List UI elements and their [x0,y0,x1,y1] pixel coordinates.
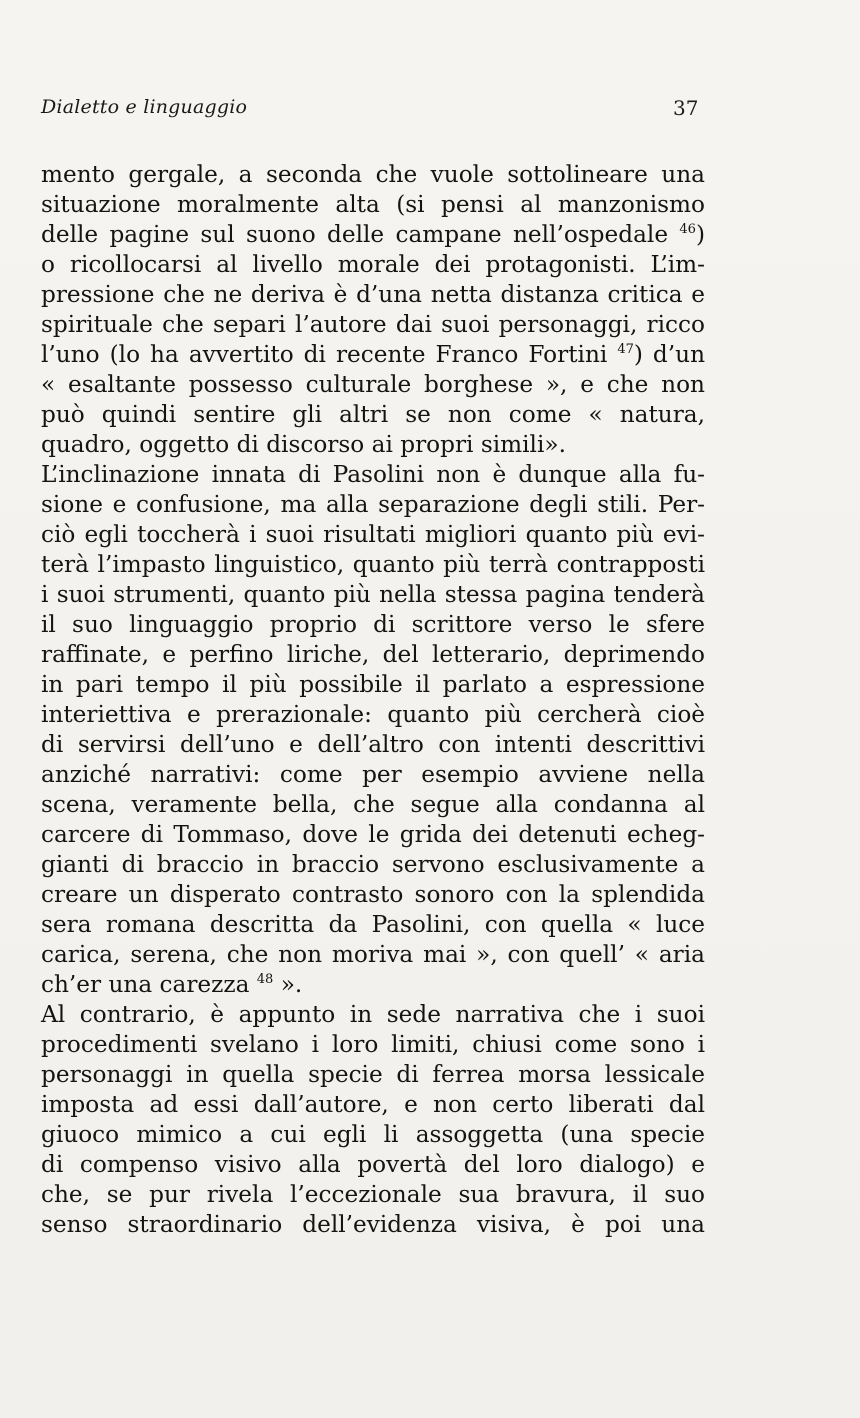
text-line: « esaltante possesso culturale borghese », e che non [41,371,705,398]
page-number: 37 [673,96,699,120]
text-line [41,220,705,250]
text-line: che, se pur rivela l’eccezionale sua bravura, il suo [41,1181,705,1208]
text-segment: l’uno (lo ha avvertito di recente Franco Fortini [41,341,618,368]
text-line: anziché narrativi: come per esempio avviene nella [41,761,705,788]
text-line: scena, veramente bella, che segue alla condanna al [41,791,705,818]
text-line: di compenso visivo alla povertà del loro dialogo) e [41,1151,705,1178]
text-line: raffinate, e perfino liriche, del letterario, deprimendo [41,641,705,668]
footnote-ref: 48 [256,972,274,987]
text-line: i suoi strumenti, quanto più nella stessa pagina tenderà [41,581,705,608]
text-segment: ) d’un [633,341,705,368]
text-line: personaggi in quella specie di ferrea morsa lessicale [41,1061,705,1088]
text-line: quadro, oggetto di discorso ai propri simili». [41,431,566,458]
text-segment: ch’er una carezza [41,971,257,998]
text-line: imposta ad essi dall’autore, e non certo liberati dal [41,1091,705,1118]
text-line: in pari tempo il più possibile il parlato a espressione [41,671,705,698]
text-line [41,340,705,370]
text-line: gianti di braccio in braccio servono esclusivamente a [41,851,705,878]
text-line: Al contrario, è appunto in sede narrativa che i suoi [41,1001,705,1028]
text-line: creare un disperato contrasto sonoro con la splendida [41,881,705,908]
text-line [41,970,705,1000]
text-line: interiettiva e prerazionale: quanto più cercherà cioè [41,701,705,728]
text-line: terà l’impasto linguistico, quanto più terrà contrapposti [41,551,705,578]
text-line: senso straordinario dell’evidenza visiva, è poi una [41,1211,705,1238]
text-line: procedimenti svelano i loro limiti, chiusi come sono i [41,1031,705,1058]
running-title: Dialetto e linguaggio [41,96,248,118]
text-line: pressione che ne deriva è d’una netta distanza critica e [41,281,705,308]
footnote-ref: 47 [617,342,634,357]
text-line: ciò egli toccherà i suoi risultati migliori quanto più evi- [41,521,705,548]
text-line: carica, serena, che non moriva mai », con quell’ « aria [41,941,705,968]
text-segment: ) [695,221,705,248]
text-line: di servirsi dell’uno e dell’altro con intenti descrittivi [41,731,705,758]
text-line: spirituale che separi l’autore dai suoi personaggi, ricco [41,311,705,338]
text-segment: ». [273,971,303,998]
text-line: carcere di Tommaso, dove le grida dei detenuti echeg- [41,821,705,848]
text-line: il suo linguaggio proprio di scrittore verso le sfere [41,611,705,638]
text-line: giuoco mimico a cui egli li assoggetta (una specie [41,1121,705,1148]
footnote-ref: 46 [679,222,696,237]
text-line: situazione moralmente alta (si pensi al manzonismo [41,191,705,218]
text-segment: delle pagine sul suono delle campane nell’ospedale [41,221,680,248]
text-line: può quindi sentire gli altri se non come « natura, [41,401,705,428]
text-line: sera romana descritta da Pasolini, con quella « luce [41,911,705,938]
text-line: L’inclinazione innata di Pasolini non è dunque alla fu- [41,461,705,488]
text-line: o ricollocarsi al livello morale dei protagonisti. L’im- [41,251,705,278]
text-line: mento gergale, a seconda che vuole sottolineare una [41,161,705,188]
body-text [41,160,705,1240]
text-line: sione e confusione, ma alla separazione degli stili. Per- [41,491,705,518]
